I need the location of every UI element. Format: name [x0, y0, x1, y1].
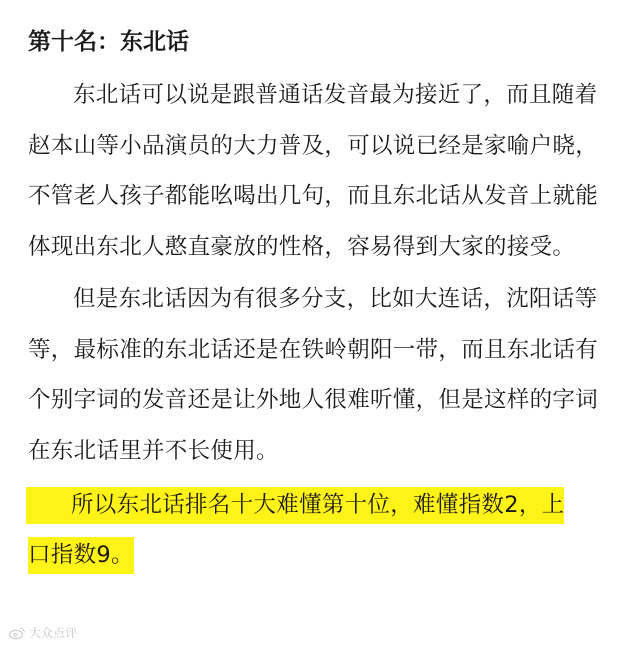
highlight-text-1: 所以东北话排名十大难懂第十位，难懂指数2，上 — [26, 487, 564, 524]
highlight-text-2: 口指数9。 — [28, 537, 134, 574]
section-heading: 第十名：东北话 — [28, 29, 189, 55]
paragraph-2: 但是东北话因为有很多分支，比如大连话，沈阳话等等，最标准的东北话还是在铁岭朝阳一带，而且东北话有个别字词的发音还是让外地人很难听懂，但是这样的字词在东北话里并不长使用。 — [28, 286, 599, 464]
highlighted-conclusion — [28, 480, 618, 580]
highlight-line-2 — [28, 530, 618, 580]
article — [28, 22, 618, 580]
paragraph-1: 东北话可以说是跟普通话发音最为接近了，而且随着赵本山等小品演员的大力普及，可以说已经是家喻户晓，不管老人孩子都能吆喝出几句，而且东北话从发音上就能体现出东北人憨直豪放的性格，容易得到大家的接受。 — [28, 82, 599, 260]
watermark-text: 大众点评 — [29, 626, 78, 640]
watermark — [8, 624, 77, 641]
weibo-logo-icon — [8, 626, 26, 640]
highlight-line-1 — [28, 480, 618, 530]
